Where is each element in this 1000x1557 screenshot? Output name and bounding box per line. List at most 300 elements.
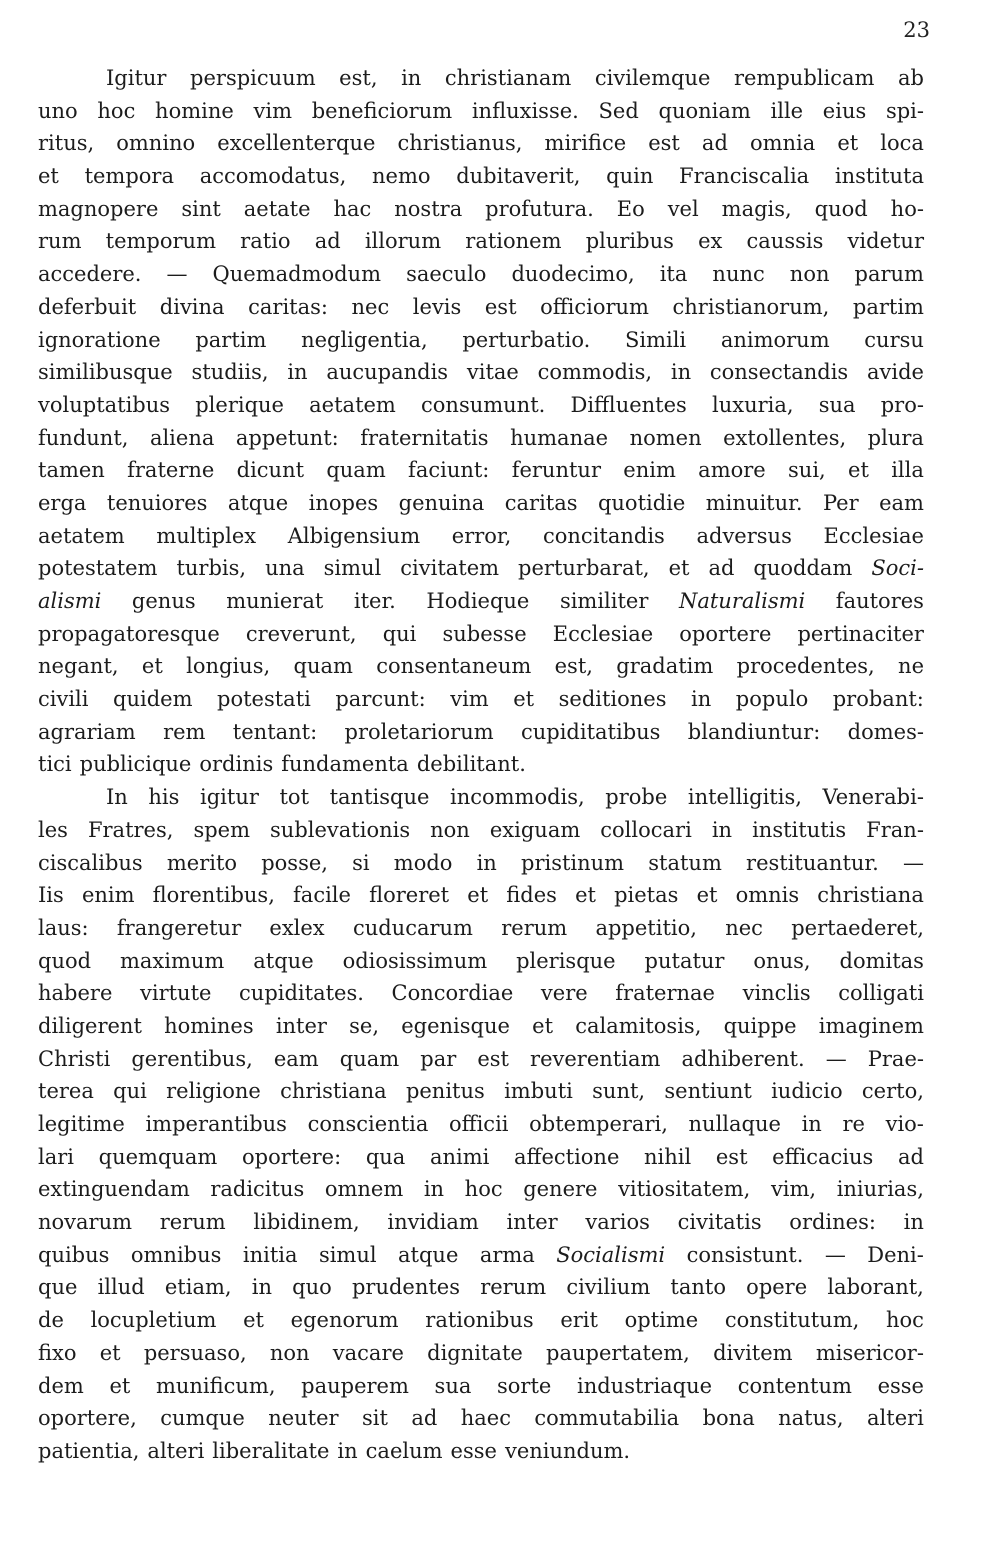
text-line (38, 1271, 924, 1304)
word: una (265, 556, 305, 581)
word: conscientia (307, 1112, 429, 1136)
word: se, (349, 1013, 380, 1038)
word: ex (698, 229, 723, 254)
word: legitime (38, 1112, 125, 1136)
word: hoc (464, 1177, 503, 1202)
word: tempora (84, 164, 174, 189)
word: re (842, 1112, 865, 1136)
word: Socialismi (556, 1242, 666, 1267)
text-line (38, 225, 924, 258)
text-line (38, 977, 924, 1010)
word: fides (506, 883, 557, 908)
word: temporum (105, 229, 216, 254)
word: et (99, 1340, 121, 1365)
word: contentum (737, 1373, 852, 1398)
word: duodecimo, (511, 262, 635, 287)
text-line (38, 1108, 924, 1141)
word: rerum (480, 1275, 547, 1300)
word: patientia, (38, 1438, 140, 1463)
word: hoc (885, 1308, 924, 1333)
word: voluptatibus (38, 392, 171, 417)
word: spi- (885, 98, 924, 123)
word: odiosissimum (342, 948, 488, 973)
word: vere (540, 981, 588, 1006)
word: minuitur. (705, 490, 803, 515)
word: laborant, (827, 1275, 924, 1300)
word: hac (333, 196, 372, 221)
word: saeculo (406, 262, 487, 287)
word: restituantur. (746, 850, 879, 875)
word: lari (38, 1144, 74, 1169)
word: officiorum (540, 294, 649, 319)
word: quotidie (597, 490, 686, 515)
word: Fratres, (87, 817, 174, 842)
word: aucupandis (326, 360, 449, 385)
word: obtemperari, (529, 1112, 668, 1136)
word: radicitus (210, 1177, 305, 1202)
word: genus (131, 589, 196, 613)
word: negant, (38, 654, 119, 679)
word: Sed (598, 98, 639, 123)
word: plerique (195, 392, 284, 417)
word: similiter (559, 589, 649, 613)
word: novarum (38, 1210, 133, 1235)
word: divina (159, 294, 225, 319)
word: extollentes, (723, 425, 847, 450)
word: tot (279, 785, 310, 810)
word: prudentes (351, 1275, 461, 1300)
word: consumunt. (421, 392, 546, 417)
word: parum (854, 262, 924, 287)
word: de (38, 1308, 64, 1333)
text-line (38, 1141, 924, 1174)
word: adhiberent. (681, 1046, 805, 1071)
word: caritas (504, 490, 578, 515)
text-line (38, 487, 924, 520)
word: ignoratione (38, 327, 161, 352)
word: illud (97, 1275, 145, 1300)
text-line (38, 1206, 924, 1239)
word: civilium (566, 1275, 651, 1300)
word: fixo (38, 1340, 77, 1365)
word: virtute (139, 981, 212, 1006)
word: tenuiores (106, 490, 208, 515)
word: publicique (79, 752, 192, 777)
word: quam (293, 654, 353, 679)
word: commodis, (537, 360, 653, 385)
text-line (38, 127, 924, 160)
word: sunt, (592, 1079, 646, 1104)
word: gerentibus, (131, 1046, 253, 1071)
word: sorte (497, 1373, 552, 1398)
word: et (109, 1373, 131, 1398)
word: cupiditates. (239, 981, 364, 1006)
word: alteri (867, 1406, 924, 1431)
word: fautores (835, 589, 924, 613)
word: similibusque (38, 360, 173, 385)
word: omnia (749, 131, 816, 156)
word: ad (314, 229, 341, 254)
word: Iis (38, 883, 64, 908)
word: egenisque (401, 1013, 510, 1038)
word: et (575, 883, 596, 908)
text-line (38, 781, 924, 814)
word: quod (38, 948, 92, 973)
word: Deni- (867, 1242, 924, 1267)
text-line (38, 454, 924, 487)
word: consectandis (709, 360, 849, 385)
word: pertinaciter (797, 621, 924, 646)
page-number: 23 (903, 18, 930, 42)
text-line (38, 1337, 924, 1370)
word: vinclis (742, 981, 811, 1006)
text-line (38, 1075, 924, 1108)
word: eam (879, 490, 924, 515)
word: agrariam (38, 719, 136, 744)
word: tentant: (232, 719, 318, 744)
word: partim (852, 294, 924, 319)
text-line (38, 95, 924, 128)
word: deferbuit (38, 294, 137, 319)
word: in (251, 1275, 272, 1300)
word: animi (429, 1144, 490, 1169)
text-line (38, 879, 924, 912)
word: les (38, 817, 68, 842)
text-line (38, 552, 924, 585)
word: haec (460, 1406, 511, 1431)
word: et (532, 1013, 554, 1038)
word: rationem (465, 229, 562, 254)
word: humanae (510, 425, 609, 450)
word: creverunt, (245, 621, 357, 646)
word: omnis (735, 883, 800, 908)
word: si (352, 850, 370, 875)
word: onus, (753, 948, 811, 973)
word: nec (725, 915, 763, 940)
word: aliena (149, 425, 215, 450)
word: ad (897, 1144, 924, 1169)
word: calamitosis, (575, 1013, 702, 1038)
text-line (38, 650, 924, 683)
word: Hodieque (426, 589, 530, 613)
word: probe (605, 785, 668, 810)
word: facile (293, 883, 351, 908)
word: sui, (788, 458, 826, 483)
word: rerum (159, 1210, 226, 1235)
word: ad (701, 131, 728, 156)
word: pro- (880, 392, 924, 417)
word: et (848, 458, 869, 483)
text-line (38, 814, 924, 847)
word: bona (702, 1406, 755, 1431)
word: atque (227, 490, 289, 515)
word: extinguendam (38, 1177, 190, 1202)
word: inopes (308, 490, 379, 515)
word: etiam, (164, 1275, 232, 1300)
word: ho- (890, 196, 924, 221)
word: civili (38, 687, 89, 712)
word: pristinum (521, 850, 625, 875)
word: sint (181, 196, 221, 221)
word: vim (450, 687, 489, 712)
word: esse (450, 1438, 497, 1463)
word: oportere: (242, 1144, 342, 1169)
word: florentibus, (152, 883, 275, 908)
word: amore (698, 458, 766, 483)
word: — (825, 1046, 847, 1071)
word: magnopere (38, 196, 159, 221)
word: in (691, 687, 712, 712)
word: Simili (624, 327, 687, 352)
word: modo (393, 850, 453, 875)
text-line (38, 389, 924, 422)
text-line (38, 193, 924, 226)
word: vim, (770, 1177, 817, 1202)
word: vim (253, 98, 292, 123)
word: nostra (394, 196, 463, 221)
word: caritas: (248, 294, 328, 319)
word: caussis (746, 229, 824, 254)
word: colligati (838, 981, 924, 1006)
word: excellenterque (217, 131, 376, 156)
word: instituta (834, 164, 924, 189)
word: tanto (670, 1275, 726, 1300)
word: et (38, 164, 59, 189)
word: videtur (847, 229, 924, 254)
word: — (824, 1242, 846, 1267)
word: cursu (864, 327, 924, 352)
word: Albigensium (287, 523, 421, 548)
word: opere (746, 1275, 808, 1300)
word: inter (506, 1210, 558, 1235)
word: ad (411, 1406, 438, 1431)
word: Eo (616, 196, 645, 221)
text-line (38, 1370, 924, 1403)
word: non (269, 1340, 310, 1365)
text-line (38, 520, 924, 553)
word: igitur (200, 785, 259, 810)
word: imaginem (818, 1013, 924, 1038)
word: proletariorum (344, 719, 494, 744)
text-line (38, 324, 924, 357)
word: libidinem, (253, 1210, 360, 1235)
word: habere (38, 981, 113, 1006)
word: esse (877, 1373, 924, 1398)
paragraph (38, 781, 924, 1467)
word: sentiunt (664, 1079, 752, 1104)
word: procedentes, (736, 654, 875, 679)
word: probant: (832, 687, 924, 712)
word: neuter (268, 1406, 339, 1431)
word: certo, (861, 1079, 924, 1104)
word: perspicuum (190, 66, 316, 90)
text-line (38, 291, 924, 324)
word: oportere, (38, 1406, 137, 1431)
word: fraternitatis (360, 425, 489, 450)
word: posse, (261, 850, 328, 875)
word: christiana (280, 1079, 387, 1104)
word: que (38, 1275, 78, 1300)
word: alismi (38, 589, 102, 613)
word: est (648, 131, 680, 156)
word: Christi (38, 1046, 111, 1071)
word: terea (38, 1079, 94, 1104)
text-line (38, 160, 924, 193)
word: in (423, 1177, 445, 1202)
word: christianorum, (672, 294, 830, 319)
word: ad (708, 556, 735, 581)
word: quoddam (753, 556, 853, 581)
word: nullaque (688, 1112, 781, 1136)
word: atque (253, 948, 314, 973)
word: est (477, 1046, 509, 1071)
word: animorum (720, 327, 830, 352)
word: civitatem (400, 556, 500, 581)
word: initia (242, 1242, 298, 1267)
text-line (38, 1010, 924, 1043)
word: inter (275, 1013, 327, 1038)
word: collocari (600, 817, 692, 842)
word: subesse (442, 621, 527, 646)
word: qui (382, 621, 417, 646)
word: cuducarum (352, 915, 473, 940)
word: ciscalibus (38, 850, 143, 875)
word: aetatem (38, 523, 125, 548)
text-line (38, 356, 924, 389)
word: quoniam (658, 98, 751, 123)
word: imbuti (504, 1079, 573, 1104)
word: commutabilia (534, 1406, 680, 1431)
word: laus: (38, 915, 89, 940)
word: appetitio, (595, 915, 697, 940)
word: spem (193, 817, 251, 842)
word: atque (398, 1242, 459, 1267)
word: paupertatem, (546, 1340, 690, 1365)
word: parcunt: (335, 687, 426, 712)
word: nomen (629, 425, 702, 450)
word: Per (822, 490, 859, 515)
word: ita (659, 262, 688, 287)
word: ordinis (199, 752, 274, 777)
word: sua (818, 392, 856, 417)
word: exiguam (489, 817, 581, 842)
word: domitas (839, 948, 924, 973)
word: longius, (186, 654, 271, 679)
word: gradatim (616, 654, 714, 679)
word: studiis, (191, 360, 269, 385)
word: christianam (444, 66, 572, 90)
word: ritus, (38, 131, 95, 156)
word: statum (648, 850, 722, 875)
word: Igitur (106, 66, 167, 90)
word: quin (606, 164, 654, 189)
word: error, (451, 523, 512, 548)
word: in (476, 850, 497, 875)
word: veniundum. (504, 1438, 631, 1463)
word: simul (318, 1242, 377, 1267)
word: eius (822, 98, 867, 123)
word: diligerent (38, 1013, 142, 1038)
word: multiplex (156, 523, 257, 548)
word: in (401, 66, 422, 90)
text-line (38, 1173, 924, 1206)
word: genere (523, 1177, 598, 1202)
word: populo (735, 687, 809, 712)
word: et (837, 131, 859, 156)
word: accomodatus, (199, 164, 347, 189)
word: in (711, 817, 733, 842)
word: in (801, 1112, 822, 1136)
word: Diffluentes (570, 392, 687, 417)
word: maximum (120, 948, 225, 973)
word: floreret (369, 883, 450, 908)
word: consentaneum (376, 654, 532, 679)
word: persuaso, (143, 1340, 247, 1365)
word: dicunt (236, 458, 305, 483)
word: — (902, 850, 924, 875)
word: genuina (398, 490, 485, 515)
word: adversus (696, 523, 792, 548)
word: qui (113, 1079, 147, 1104)
word: dem (38, 1373, 84, 1398)
word: est, (554, 654, 593, 679)
word: liberalitate (212, 1438, 330, 1463)
word: illorum (364, 229, 442, 254)
word: in (670, 360, 692, 385)
word: Concordiae (391, 981, 514, 1006)
word: pertaederet, (791, 915, 924, 940)
text-line (38, 62, 924, 95)
word: rerum (501, 915, 568, 940)
text-line (38, 1435, 924, 1468)
word: qua (365, 1144, 406, 1169)
word: mirifice (544, 131, 627, 156)
word: nec (351, 294, 390, 319)
word: frangeretur (116, 915, 242, 940)
word: Franciscalia (679, 164, 810, 189)
word: est, (339, 66, 378, 90)
word: locupletium (90, 1308, 217, 1333)
word: avide (866, 360, 924, 385)
word: et (141, 654, 163, 679)
word: putatur (644, 948, 725, 973)
body-text (38, 62, 924, 1468)
word: concitandis (543, 523, 665, 548)
text-line (38, 945, 924, 978)
word: In (106, 785, 128, 810)
word: alteri (147, 1438, 205, 1463)
word: cupiditatibus (520, 719, 661, 744)
word: ne (898, 654, 924, 679)
word: plura (867, 425, 924, 450)
word: Quemadmodum (212, 262, 382, 287)
word: invidiam (387, 1210, 479, 1235)
word: ordines: (789, 1210, 876, 1235)
word: divitem (713, 1340, 793, 1365)
word: fraterne (127, 458, 215, 483)
word: Prae- (867, 1046, 924, 1071)
word: non (789, 262, 830, 287)
word: beneficiorum (311, 98, 453, 123)
word: Ecclesiae (552, 621, 654, 646)
word: blandiuntur: (687, 719, 821, 744)
word: quibus (38, 1242, 110, 1267)
word: affectione (514, 1144, 620, 1169)
word: debilitant. (416, 752, 526, 777)
word: incommodis, (449, 785, 585, 810)
word: penitus (405, 1079, 485, 1104)
word: nunc (712, 262, 765, 287)
